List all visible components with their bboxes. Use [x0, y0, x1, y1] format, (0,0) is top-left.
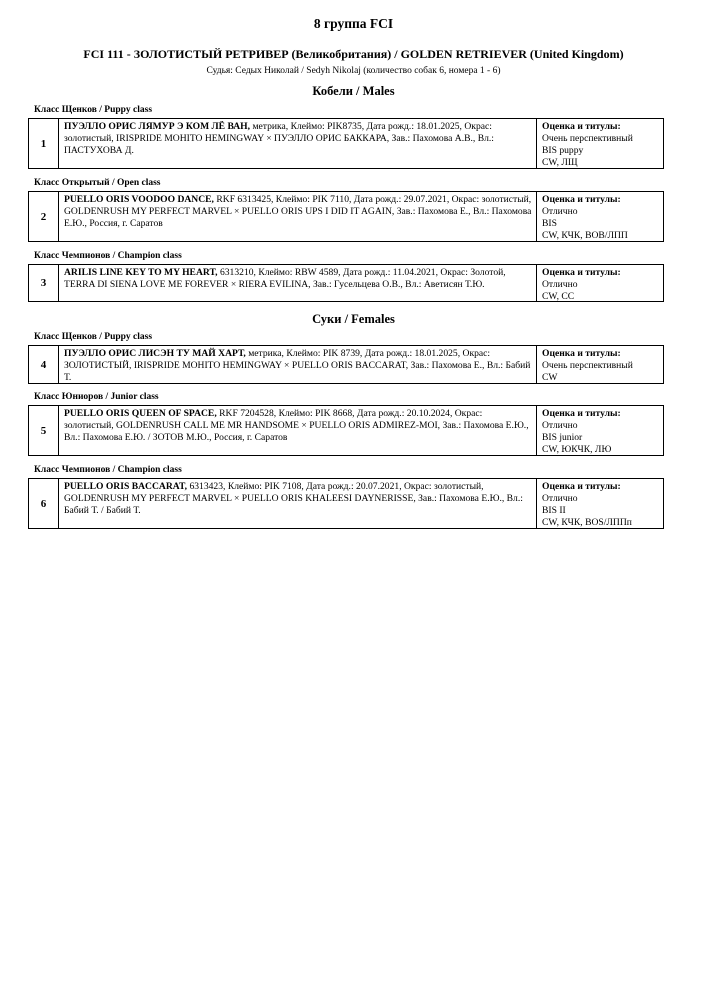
- class-label-male-champion: Класс Чемпионов / Champion class: [34, 251, 182, 261]
- result-grade: Отлично: [542, 279, 578, 290]
- entry-row: [28, 264, 664, 302]
- males-heading: Кобели / Males: [312, 84, 395, 98]
- result-grade: Отлично: [542, 420, 578, 431]
- result-grade: Очень перспективный: [542, 360, 633, 371]
- dog-name: PUELLO ORIS VOODOO DANCE,: [64, 194, 214, 205]
- entry-results: [537, 119, 663, 168]
- entry-results: [537, 406, 663, 455]
- entry-results: [537, 346, 663, 383]
- result-header: Оценка и титулы:: [542, 481, 621, 492]
- result-title: CW, КЧК, BOS/ЛППп: [542, 517, 632, 528]
- result-header: Оценка и титулы:: [542, 194, 621, 205]
- entry-number: 2: [29, 192, 59, 241]
- entry-number: 6: [29, 479, 59, 528]
- result-header: Оценка и титулы:: [542, 408, 621, 419]
- entry-results: [537, 479, 663, 528]
- result-title: CW, ЮКЧК, ЛЮ: [542, 444, 612, 455]
- group-title: 8 группа FCI: [313, 16, 394, 31]
- result-header: Оценка и титулы:: [542, 121, 621, 132]
- result-grade: Отлично: [542, 206, 578, 217]
- class-label-male-puppy: Класс Щенков / Puppy class: [34, 105, 153, 115]
- result-grade: Отлично: [542, 493, 578, 504]
- entry-description: [59, 119, 537, 168]
- class-label-male-open: Класс Открытый / Open class: [34, 178, 161, 188]
- entry-row: [28, 191, 664, 242]
- entry-description: [59, 479, 537, 528]
- result-title: BIS II: [542, 505, 566, 516]
- entry-number: 3: [29, 265, 59, 301]
- class-label-female-champion: Класс Чемпионов / Champion class: [34, 465, 182, 475]
- class-label-female-junior: Класс Юниоров / Junior class: [34, 392, 159, 402]
- entry-number: 4: [29, 346, 59, 383]
- dog-name: ПУЭЛЛО ОРИС ЛИСЭН ТУ МАЙ ХАРТ,: [64, 348, 246, 359]
- dog-name: PUELLO ORIS BACCARAT,: [64, 481, 188, 492]
- result-title: BIS: [542, 218, 557, 229]
- class-label-female-puppy: Класс Щенков / Puppy class: [34, 332, 153, 342]
- result-title: BIS puppy: [542, 145, 584, 156]
- entry-results: [537, 265, 663, 301]
- breed-title: FCI 111 - ЗОЛОТИСТЫЙ РЕТРИВЕР (Великобритания) / GOLDEN RETRIEVER (United Kingdom): [83, 47, 624, 61]
- entry-description: [59, 192, 537, 241]
- result-header: Оценка и титулы:: [542, 348, 621, 359]
- entry-results: [537, 192, 663, 241]
- dog-details: RKF 7204528, Клеймо: PIK 8668, Дата рожд.: 20.10.2024, Окрас: золотистый, GOLDENRUSH CALL ME MR HANDSOME × PUELLO ORIS ADMIREZ-MOI, Зав.: Пахомова Е.Ю., Вл.: Пахомова Е.Ю. / ЗОТОВ М.Ю., Россия, г. Саратов: [64, 408, 529, 443]
- entry-number: 5: [29, 406, 59, 455]
- dog-details: 6313210, Клеймо: RBW 4589, Дата рожд.: 11.04.2021, Окрас: Золотой, TERRA DI SIENA LOVE ME FOREVER × RIERA EVILINA, Зав.: Гусельцева О.В., Вл.: Аветисян Т.Ю.: [64, 267, 506, 290]
- dog-details: метрика, Клеймо: PIK 8739, Дата рожд.: 18.01.2025, Окрас: ЗОЛОТИСТЫЙ, IRISPRIDE MOHITO HEMINGWAY × PUELLO ORIS BACCARAT, Зав.: Пахомова Е., Вл.: Бабий Т.: [64, 348, 531, 383]
- dog-name: ARILIS LINE KEY TO MY HEART,: [64, 267, 218, 278]
- females-heading: Суки / Females: [312, 312, 395, 326]
- dog-name: PUELLO ORIS QUEEN OF SPACE,: [64, 408, 217, 419]
- entry-description: [59, 406, 537, 455]
- dog-details: метрика, Клеймо: PIK8735, Дата рожд.: 18.01.2025, Окрас: золотистый, IRISPRIDE MOHITO HEMINGWAY × ПУЭЛЛО ОРИС БАККАРА, Зав.: Пахомова А.В., Вл.: ПАСТУХОВА Д.: [64, 121, 494, 156]
- result-title: CW, КЧК, BOB/ЛПП: [542, 230, 628, 241]
- entry-number: 1: [29, 119, 59, 168]
- result-title: CW, CC: [542, 291, 575, 302]
- result-title: CW, ЛЩ: [542, 157, 578, 168]
- result-title: BIS junior: [542, 432, 583, 443]
- result-grade: Очень перспективный: [542, 133, 633, 144]
- judge-line: Судья: Седых Николай / Sedyh Nikolaj (количество собак 6, номера 1 - 6): [206, 66, 501, 76]
- dog-details: 6313423, Клеймо: PIK 7108, Дата рожд.: 20.07.2021, Окрас: золотистый, GOLDENRUSH MY PERFECT MARVEL × PUELLO ORIS KHALEESI DAYNERISSE, Зав.: Пахомова Е.Ю., Вл.: Бабий Т. / Бабий Т.: [64, 481, 523, 516]
- entry-row: [28, 478, 664, 529]
- entry-row: [28, 405, 664, 456]
- entry-description: [59, 265, 537, 301]
- result-header: Оценка и титулы:: [542, 267, 621, 278]
- entry-row: [28, 345, 664, 384]
- dog-details: RKF 6313425, Клеймо: PIK 7110, Дата рожд.: 29.07.2021, Окрас: золотистый, GOLDENRUSH MY PERFECT MARVEL × PUELLO ORIS UPS I DID IT AGAIN, Зав.: Пахомова Е., Вл.: Пахомова Е.Ю., Россия, г. Саратов: [64, 194, 532, 229]
- result-title: CW: [542, 372, 558, 383]
- dog-name: ПУЭЛЛО ОРИС ЛЯМУР Э КОМ ЛЁ ВАН,: [64, 121, 251, 132]
- entry-row: [28, 118, 664, 169]
- entry-description: [59, 346, 537, 383]
